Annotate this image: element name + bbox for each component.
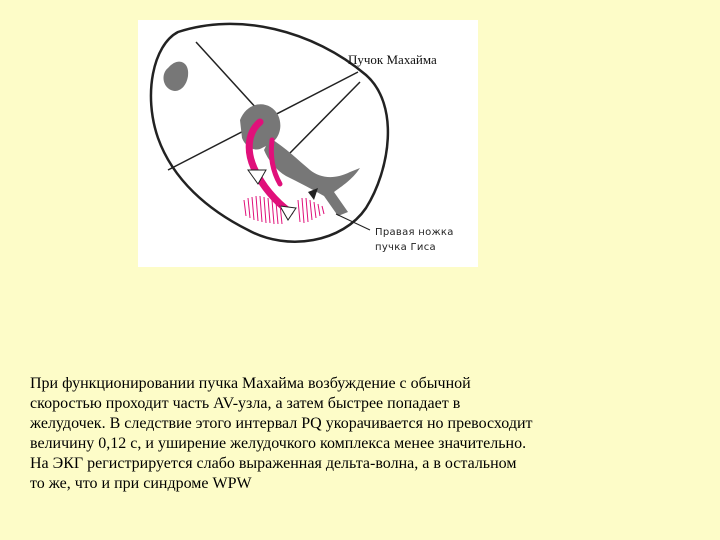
pointer-line-mahaim	[288, 82, 360, 155]
label-right-bundle-branch	[375, 225, 454, 255]
caption-text: При функционировании пучка Махайма возбуждение с обычной скоростью проходит часть AV-узла, а затем быстрее попадает в желудочек. В следствие этого интервал PQ укорачивается но превосходит величину 0,12 с, и уширение желудочкого комплекса менее значительно. На ЭКГ регистрируется слабо выраженная дельта-волна, а в остальном то же, что и при синдроме WPW	[30, 375, 533, 492]
partition-line-upper	[196, 42, 258, 110]
heart-diagram	[138, 20, 478, 267]
sa-node	[164, 62, 189, 91]
label-right-bundle-branch-line2: пучка Гиса	[375, 242, 436, 253]
pointer-line-right-branch	[336, 214, 370, 230]
arrow-head-right	[280, 206, 296, 220]
label-mahaim-bundle: Пучок Махайма	[348, 52, 437, 67]
label-right-bundle-branch-line1: Правая ножка	[375, 227, 454, 238]
